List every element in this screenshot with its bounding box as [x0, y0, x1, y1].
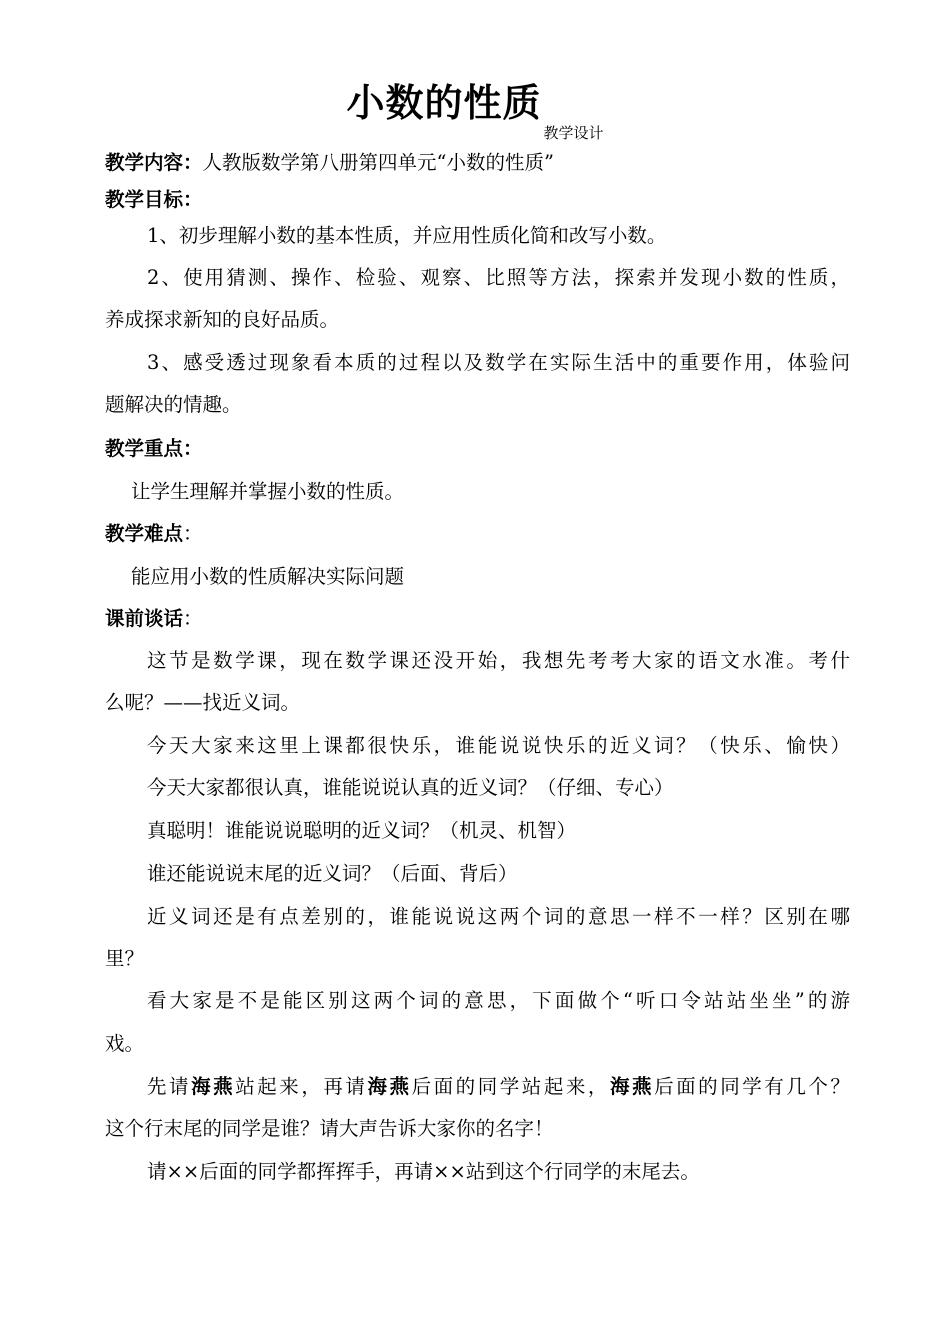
- pre-talk-p7-line-1: 看大家是不是能区别这两个词的意思，下面做个“听口令站站坐坐”的游: [147, 989, 850, 1012]
- p8-name-3: 海燕: [609, 1075, 655, 1098]
- content-label: 教学内容：: [105, 151, 203, 174]
- objective-2-line-2: 养成探求新知的良好品质。: [105, 308, 340, 331]
- objectives-heading: 教学目标：: [105, 188, 203, 211]
- content-line: [105, 150, 850, 176]
- p8-text-c: 后面的同学站起来，: [411, 1075, 610, 1098]
- difficulty-heading-label: 教学难点: [105, 522, 184, 545]
- pre-talk-p9: 请××后面的同学都挥挥手，再请××站到这个行同学的末尾去。: [147, 1160, 700, 1183]
- p8-name-2: 海燕: [367, 1075, 412, 1098]
- key-point-text: 让学生理解并掌握小数的性质。: [131, 480, 405, 503]
- objective-3-line-1: 3、感受透过现象看本质的过程以及数学在实际生活中的重要作用，体验问: [147, 351, 850, 374]
- page-subtitle: 教学设计: [543, 124, 604, 142]
- pre-talk-p4: 真聪明！谁能说说聪明的近义词？（机灵、机智）: [147, 819, 577, 842]
- p8-text-b: 站起来，再请: [235, 1075, 368, 1098]
- objective-2-line-1: 2、使用猜测、操作、检验、观察、比照等方法，探索并发现小数的性质，: [147, 266, 850, 289]
- p8-text-d: 后面的同学有几个？: [654, 1075, 850, 1098]
- p8-name-1: 海燕: [191, 1075, 236, 1098]
- objective-1: 1、初步理解小数的基本性质，并应用性质化简和改写小数。: [147, 224, 667, 247]
- pre-talk-p6-line-2: 里？: [105, 947, 145, 970]
- pre-talk-p1-line-1: 这节是数学课，现在数学课还没开始，我想先考考大家的语文水准。考什: [147, 649, 850, 672]
- title-block: [0, 72, 950, 142]
- p8-text-a: 先请: [147, 1075, 192, 1098]
- pre-talk-p8-line-1: [147, 1074, 850, 1100]
- difficulty-text: 能应用小数的性质解决实际问题: [131, 565, 405, 588]
- difficulty-heading-colon: ：: [183, 522, 203, 545]
- pre-talk-p8-line-2: 这个行末尾的同学是谁？请大声告诉大家你的名字！: [105, 1117, 554, 1140]
- pre-talk-p7-line-2: 戏。: [105, 1032, 145, 1055]
- pre-talk-p6-line-1: 近义词还是有点差别的，谁能说说这两个词的意思一样不一样？区别在哪: [147, 905, 850, 928]
- pre-talk-p2: 今天大家来这里上课都很快乐，谁能说说快乐的近义词？（快乐、愉快）: [147, 734, 850, 757]
- pre-talk-p3: 今天大家都很认真，谁能说说认真的近义词？（仔细、专心）: [147, 776, 674, 799]
- pre-talk-heading-label: 课前谈话: [105, 607, 184, 630]
- page-title: 小数的性质: [346, 81, 542, 125]
- content-text: 人教版数学第八册第四单元“小数的性质”: [202, 151, 554, 174]
- difficulty-heading: [105, 521, 850, 547]
- pre-talk-p1-line-2: 么呢？——找近义词。: [105, 691, 301, 714]
- objective-3-line-2: 题解决的情趣。: [105, 393, 242, 416]
- key-point-heading: 教学重点：: [105, 437, 203, 460]
- pre-talk-heading-colon: ：: [183, 607, 203, 630]
- pre-talk-p5: 谁还能说说末尾的近义词？（后面、背后）: [147, 862, 518, 885]
- pre-talk-heading: [105, 606, 850, 632]
